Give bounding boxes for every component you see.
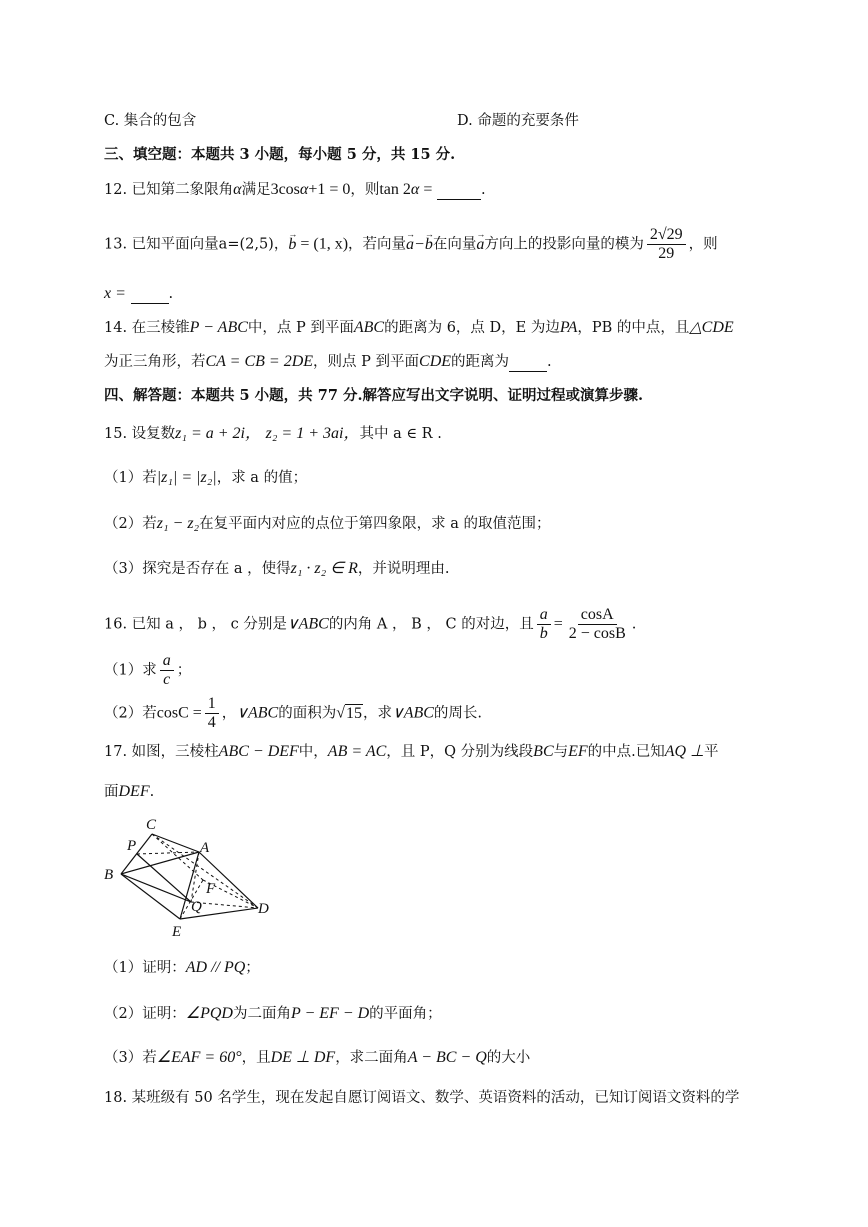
label-P: P bbox=[127, 838, 137, 854]
q16-math: ∨ABC bbox=[391, 704, 434, 722]
q12-text-b: 满足 bbox=[241, 182, 271, 198]
q17-text: 的中点.已知 bbox=[587, 744, 665, 760]
q17-text: ，且 P，Q 分别为线段 bbox=[386, 744, 534, 760]
q15-text: （3）探究是否存在 a ，使得 bbox=[104, 561, 291, 577]
q17-text: （1）证明： bbox=[104, 960, 186, 976]
q13-text-e: ，若向量 bbox=[348, 236, 407, 253]
q15-text: ，求 a 的值； bbox=[216, 470, 308, 486]
q17-math: ∠EAF = 60° bbox=[156, 1049, 242, 1066]
answer-blank bbox=[509, 357, 547, 372]
q17-math: DEF bbox=[118, 783, 150, 800]
q17-text: （3）若 bbox=[104, 1050, 157, 1066]
q17-math: AQ ⊥ bbox=[664, 743, 705, 760]
label-F: F bbox=[206, 881, 216, 897]
q16-frac-ab: $\frac{a}{b}$ bbox=[537, 606, 551, 643]
section-heading-fill-in: 三、填空题：本题共 3 小题，每小题 5 分，共 15 分. bbox=[104, 146, 456, 163]
question-17-part1 bbox=[104, 958, 260, 978]
q16-math: ∨ABC bbox=[286, 615, 329, 633]
q14-text: 中，点 P 到平面 bbox=[247, 320, 354, 336]
segment-PQ bbox=[137, 854, 191, 902]
question-16-part1 bbox=[104, 652, 191, 689]
q16-text: ； bbox=[176, 662, 192, 679]
question-15 bbox=[104, 424, 442, 444]
segment-PA-hidden bbox=[137, 852, 199, 854]
q17-text: 的大小 bbox=[486, 1050, 531, 1066]
q13-text-a: 13. 已知平面向量 bbox=[104, 236, 219, 253]
q15-text: ，并说明理由. bbox=[357, 561, 450, 577]
label-A: A bbox=[200, 840, 210, 856]
question-13-line2 bbox=[104, 284, 173, 304]
q16-text: ， bbox=[221, 705, 237, 722]
q14-math: PA bbox=[559, 319, 578, 336]
section-heading-solutions: 四、解答题：本题共 5 小题，共 77 分.解答应写出文字说明、证明过程或演算步骤. bbox=[104, 387, 644, 404]
answer-blank bbox=[437, 185, 481, 200]
question-14-line2 bbox=[104, 352, 552, 372]
question-17 bbox=[104, 742, 719, 762]
prism-figure bbox=[100, 812, 280, 940]
label-E: E bbox=[172, 924, 182, 940]
q15-text: 15. 设复数 bbox=[104, 426, 176, 442]
q15-z1: z₁ = a + 2i， bbox=[175, 425, 262, 442]
q17-text: 为二面角 bbox=[232, 1006, 291, 1022]
q17-text: ； bbox=[245, 960, 260, 976]
q13-text-f: 在向量 bbox=[432, 236, 477, 253]
q14-text: 为正三角形，若 bbox=[104, 354, 206, 370]
label-C: C bbox=[146, 817, 157, 833]
edge-CF-hidden bbox=[152, 834, 203, 880]
q12-end: . bbox=[480, 182, 486, 198]
q17-math: ABC − DEF bbox=[218, 743, 299, 760]
question-16-part2 bbox=[104, 695, 482, 732]
q13-text-h: ，则 bbox=[688, 236, 718, 253]
q17-math: AB = AC bbox=[327, 743, 387, 760]
question-13 bbox=[104, 226, 718, 263]
q17-math: P − EF − D bbox=[290, 1005, 370, 1022]
q15-math: z₁ − z₂ bbox=[156, 515, 200, 532]
q15-math: |z₁| = |z₂| bbox=[156, 469, 217, 486]
label-B: B bbox=[104, 867, 114, 883]
q17-text: 中， bbox=[298, 744, 328, 760]
q14-text: 14. 在三棱锥 bbox=[104, 320, 190, 336]
q17-math: A − BC − Q bbox=[407, 1049, 487, 1066]
q16-text: 的周长. bbox=[433, 705, 483, 722]
q14-math: CDE bbox=[419, 353, 452, 370]
edge-BA bbox=[121, 852, 199, 874]
q15-text: 在复平面内对应的点位于第四象限，求 a 的取值范围； bbox=[199, 516, 551, 532]
q16-text: （2）若 bbox=[104, 705, 157, 722]
q16-text: 16. 已知 a ， b ， c 分别是 bbox=[104, 616, 287, 633]
q16-frac-quarter: $\frac{1}{4}$ bbox=[205, 695, 219, 732]
question-15-part2 bbox=[104, 514, 550, 534]
question-12 bbox=[104, 180, 486, 200]
q17-math: ∠PQD bbox=[185, 1005, 233, 1022]
answer-blank bbox=[131, 289, 169, 304]
q17-math: DE ⊥ DF bbox=[270, 1049, 336, 1066]
question-18: 18. 某班级有 50 名学生，现在发起自愿订阅语文、数学、英语资料的活动，已知订阅语文资料的学 bbox=[104, 1090, 740, 1106]
q13-a-minus-b: → a−→ b bbox=[406, 236, 433, 253]
q17-text: 面 bbox=[104, 784, 119, 800]
q17-text: （2）证明： bbox=[104, 1006, 186, 1022]
q16-math: ∨ABC bbox=[236, 704, 279, 722]
edge-CA bbox=[152, 834, 199, 852]
q16-text: ，求 bbox=[362, 705, 392, 722]
q17-text: . bbox=[149, 784, 155, 800]
question-17-part2 bbox=[104, 1004, 442, 1024]
q15-text: 其中 a ∈ R . bbox=[359, 426, 442, 442]
option-c: C. 集合的包含 bbox=[104, 113, 197, 129]
edge-BE bbox=[121, 874, 180, 919]
question-17-line2 bbox=[104, 782, 154, 802]
q12-text-c: ，则 bbox=[350, 182, 380, 198]
segment-BQ bbox=[121, 874, 191, 902]
q15-text: （1）若 bbox=[104, 470, 157, 486]
q15-text: （2）若 bbox=[104, 516, 157, 532]
q14-math: CA = CB = 2DE bbox=[205, 353, 314, 370]
q17-text: 的平面角； bbox=[369, 1006, 442, 1022]
q17-text: ，求二面角 bbox=[335, 1050, 408, 1066]
q14-text: ，PB 的中点，且 bbox=[577, 320, 690, 336]
vector-b-symbol: → b bbox=[288, 235, 296, 255]
q16-text: 的内角 A ， B ， C 的对边，且 bbox=[328, 616, 534, 633]
alpha-symbol: α bbox=[233, 181, 242, 198]
q12-eq: 3cosα+1 = 0 bbox=[270, 181, 351, 198]
q16-math: cosC = bbox=[156, 704, 202, 722]
q14-text: 的距离为 6，点 D，E 为边 bbox=[384, 320, 560, 336]
q13-vec-a2: → a bbox=[476, 235, 484, 255]
q13-end: . bbox=[168, 286, 174, 302]
q16-frac-ac: $\frac{a}{c}$ bbox=[160, 652, 174, 689]
q17-text: 17. 如图，三棱柱 bbox=[104, 744, 219, 760]
q17-text: 与 bbox=[553, 744, 569, 760]
q15-math: z₁ · z₂ ∈ R bbox=[290, 560, 358, 577]
q14-math: P − ABC bbox=[189, 319, 248, 336]
q17-text: 平 bbox=[704, 744, 719, 760]
q14-math: ABC bbox=[353, 319, 385, 336]
q13-x: x = bbox=[104, 285, 126, 302]
q16-end: . bbox=[631, 616, 637, 633]
option-d: D. 命题的充要条件 bbox=[457, 113, 579, 129]
q13-vector-a: a=(2,5)， bbox=[218, 236, 289, 253]
q13-text-g: 方向上的投影向量的模为 bbox=[484, 236, 644, 253]
q14-text: 的距离为 bbox=[451, 354, 510, 370]
q13-vector-b: = (1, x) bbox=[296, 235, 349, 253]
question-15-part1 bbox=[104, 468, 307, 488]
q17-math: AD // PQ bbox=[185, 959, 246, 976]
question-15-part3 bbox=[104, 559, 450, 579]
q13-fraction: $\frac{2√29}{29}$ bbox=[647, 226, 686, 263]
q12-tan: tan 2α = bbox=[379, 181, 433, 198]
question-17-part3 bbox=[104, 1048, 530, 1068]
q17-text: ，且 bbox=[241, 1050, 271, 1066]
edge-AD bbox=[199, 852, 258, 908]
q17-math: EF bbox=[568, 743, 588, 760]
q14-text: ，则点 P 到平面 bbox=[313, 354, 420, 370]
q17-math: BC bbox=[533, 743, 554, 760]
q14-end: . bbox=[547, 354, 552, 370]
edge-BC bbox=[121, 834, 152, 874]
q12-text-a: 12. 已知第二象限角 bbox=[104, 182, 234, 198]
q16-sqrt: √15 bbox=[336, 704, 362, 722]
question-14 bbox=[104, 318, 734, 338]
question-16 bbox=[104, 606, 636, 643]
q16-frac-cos: $\frac{\cos A}{2 - \cos B}$ bbox=[568, 606, 626, 642]
label-Q: Q bbox=[191, 899, 202, 915]
q16-eq: = bbox=[553, 615, 563, 633]
q15-z2: z₂ = 1 + 3ai， bbox=[265, 425, 360, 442]
label-D: D bbox=[258, 901, 269, 917]
q16-text: （1）求 bbox=[104, 662, 157, 679]
q16-text: 的面积为 bbox=[278, 705, 337, 722]
q14-math: △CDE bbox=[689, 319, 734, 336]
